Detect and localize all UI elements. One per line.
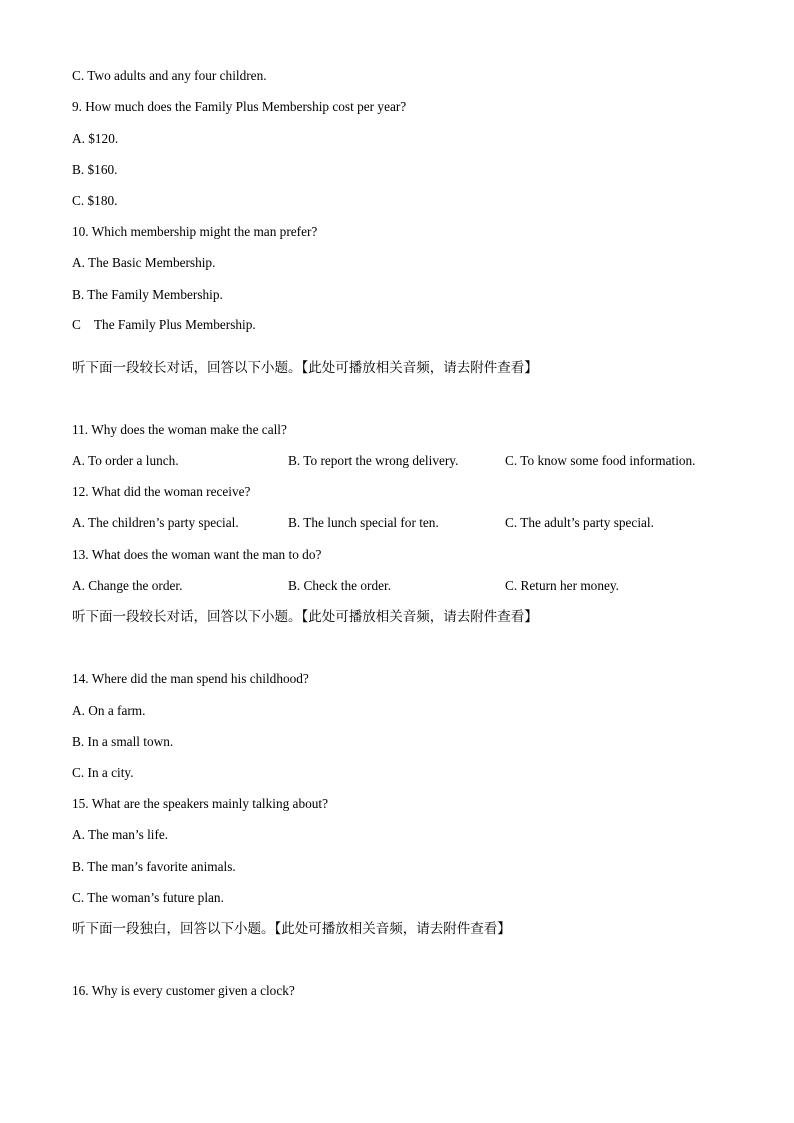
q16-question: 16. Why is every customer given a clock? <box>72 983 295 998</box>
q15-option-a: A. The man’s life. <box>72 827 169 842</box>
q12-option-a: A. The children’s party special. <box>72 515 239 530</box>
q11-option-b: B. To report the wrong delivery. <box>288 453 459 468</box>
q11-question: 11. Why does the woman make the call? <box>72 422 287 437</box>
q15-option-b: B. The man’s favorite animals. <box>72 859 236 874</box>
q12-option-b: B. The lunch special for ten. <box>288 515 439 530</box>
listening-instruction: 听下面一段较长对话，回答以下小题。【此处可播放相关音频，请去附件查看】 <box>72 360 538 376</box>
q12-option-c: C. The adult’s party special. <box>505 515 654 530</box>
q10-option-c: C The Family Plus Membership. <box>72 317 256 332</box>
q12-options <box>72 515 772 531</box>
q9-question: 9. How much does the Family Plus Membership cost per year? <box>72 99 407 114</box>
q9-option-c: C. $180. <box>72 193 118 208</box>
q13-options <box>72 578 772 594</box>
q9-option-a: A. $120. <box>72 131 119 146</box>
q10-question: 10. Which membership might the man prefer? <box>72 224 318 239</box>
q11-option-c: C. To know some food information. <box>505 453 696 468</box>
q15-option-c: C. The woman’s future plan. <box>72 890 224 905</box>
q13-option-b: B. Check the order. <box>288 578 392 593</box>
q13-option-a: A. Change the order. <box>72 578 183 593</box>
q14-option-b: B. In a small town. <box>72 734 174 749</box>
q15-question: 15. What are the speakers mainly talking about? <box>72 796 329 811</box>
listening-instruction: 听下面一段较长对话，回答以下小题。【此处可播放相关音频，请去附件查看】 <box>72 609 538 625</box>
listening-instruction: 听下面一段独白，回答以下小题。【此处可播放相关音频，请去附件查看】 <box>72 921 511 937</box>
q12-question: 12. What did the woman receive? <box>72 484 251 499</box>
q9-option-b: B. $160. <box>72 162 118 177</box>
q14-option-c: C. In a city. <box>72 765 134 780</box>
q13-option-c: C. Return her money. <box>505 578 619 593</box>
q11-option-a: A. To order a lunch. <box>72 453 179 468</box>
q14-question: 14. Where did the man spend his childhood? <box>72 671 309 686</box>
q10-option-a: A. The Basic Membership. <box>72 255 216 270</box>
q11-options <box>72 453 772 469</box>
q8-option-c: C. Two adults and any four children. <box>72 68 267 83</box>
q10-option-b: B. The Family Membership. <box>72 287 223 302</box>
q14-option-a: A. On a farm. <box>72 703 146 718</box>
q13-question: 13. What does the woman want the man to do? <box>72 547 322 562</box>
